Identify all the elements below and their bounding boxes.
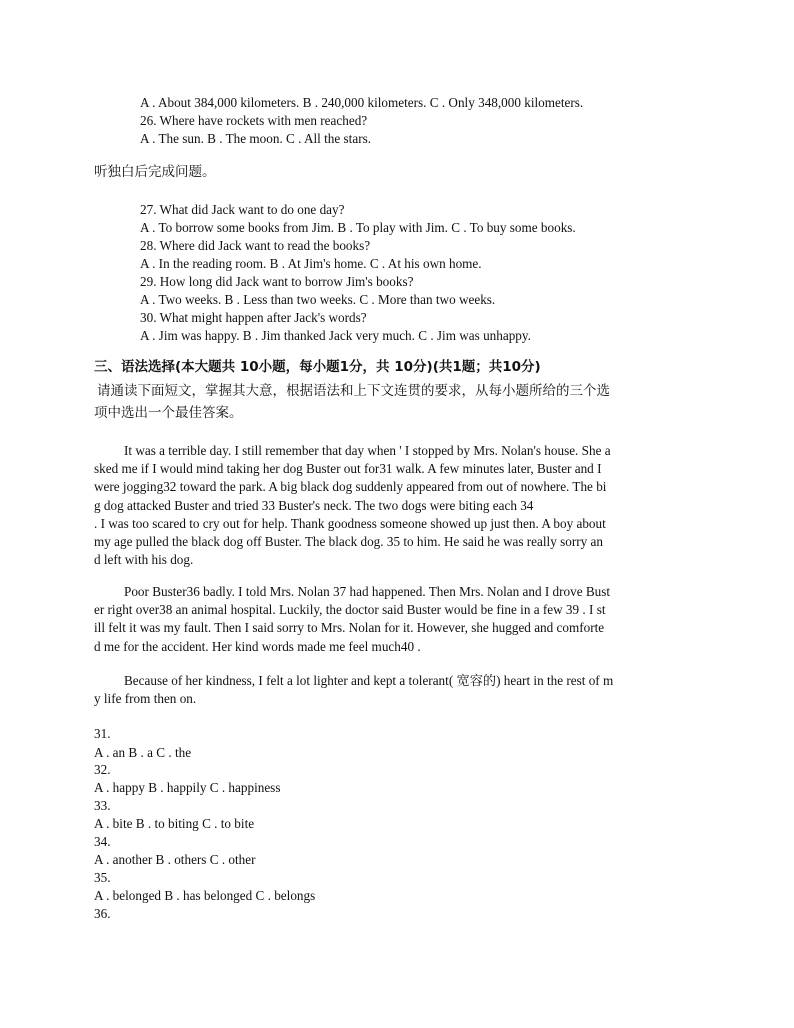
passage-line: my age pulled the black dog off Buster. The black dog. 35 to him. He said he was really sorry an	[94, 534, 603, 550]
q26-options: A . The sun. B . The moon. C . All the stars.	[140, 131, 372, 146]
item-number-31: 31.	[94, 726, 111, 741]
passage-line: g dog attacked Buster and tried 33 Buster's neck. The two dogs were biting each 34	[94, 497, 534, 513]
monologue-heading: 听独白后完成问题。	[94, 164, 216, 180]
passage-line: d me for the accident. Her kind words made me feel much40 .	[94, 638, 421, 654]
passage-line: er right over38 an animal hospital. Luckily, the doctor said Buster would be fine in a few 39 . I st	[94, 602, 606, 618]
item-options-32: A . happy B . happily C . happiness	[94, 780, 281, 795]
q27-question: 27. What did Jack want to do one day?	[140, 202, 345, 217]
passage-paragraph-2	[94, 583, 700, 656]
q30-question: 30. What might happen after Jack's words?	[140, 310, 367, 325]
instruction-line-2: 项中选出一个最佳答案。	[94, 405, 243, 421]
passage-line: Because of her kindness, I felt a lot lighter and kept a tolerant( 宽容的) heart in the rest of m	[124, 673, 614, 688]
item-number-32: 32.	[94, 762, 111, 777]
q28-options: A . In the reading room. B . At Jim's home. C . At his own home.	[140, 256, 482, 271]
q27-options: A . To borrow some books from Jim. B . To play with Jim. C . To buy some books.	[140, 220, 576, 235]
passage-line: d left with his dog.	[94, 552, 194, 568]
section-title: 三、语法选择(本大题共 10小题，每小题1分，共 10分)(共1题；共10分)	[94, 359, 541, 375]
passage-line: . I was too scared to cry out for help. Thank goodness someone showed up just then. A boy about	[94, 515, 606, 531]
q29-options: A . Two weeks. B . Less than two weeks. C . More than two weeks.	[140, 292, 496, 307]
passage-line: y life from then on.	[94, 691, 197, 707]
passage-line: were jogging32 toward the park. A big black dog suddenly appeared from out of nowhere. The bi	[94, 479, 607, 495]
instruction-line-1: 请通读下面短文，掌握其大意，根据语法和上下文连贯的要求，从每小题所给的三个选	[97, 383, 610, 399]
q29-question: 29. How long did Jack want to borrow Jim's books?	[140, 274, 414, 289]
passage-paragraph-3	[94, 672, 700, 708]
item-options-35: A . belonged B . has belonged C . belongs	[94, 888, 316, 903]
q28-question: 28. Where did Jack want to read the books?	[140, 238, 371, 253]
q25-options: A . About 384,000 kilometers. B . 240,000 kilometers. C . Only 348,000 kilometers.	[140, 95, 584, 110]
q26-question: 26. Where have rockets with men reached?	[140, 113, 368, 128]
item-number-33: 33.	[94, 798, 111, 813]
item-number-36: 36.	[94, 906, 111, 921]
passage-line: Poor Buster36 badly. I told Mrs. Nolan 37 had happened. Then Mrs. Nolan and I drove Bust	[124, 584, 611, 599]
passage-paragraph-1	[94, 442, 700, 569]
item-number-34: 34.	[94, 834, 111, 849]
item-options-34: A . another B . others C . other	[94, 852, 256, 867]
item-options-33: A . bite B . to biting C . to bite	[94, 816, 255, 831]
q30-options: A . Jim was happy. B . Jim thanked Jack very much. C . Jim was unhappy.	[140, 328, 531, 343]
passage-line: sked me if I would mind taking her dog Buster out for31 walk. A few minutes later, Buster and I	[94, 461, 602, 477]
item-number-35: 35.	[94, 870, 111, 885]
passage-line: It was a terrible day. I still remember that day when ' I stopped by Mrs. Nolan's house. She a	[124, 443, 611, 458]
passage-line: ill felt it was my fault. Then I said sorry to Mrs. Nolan for it. However, she hugged and comforte	[94, 620, 605, 636]
item-options-31: A . an B . a C . the	[94, 745, 192, 760]
